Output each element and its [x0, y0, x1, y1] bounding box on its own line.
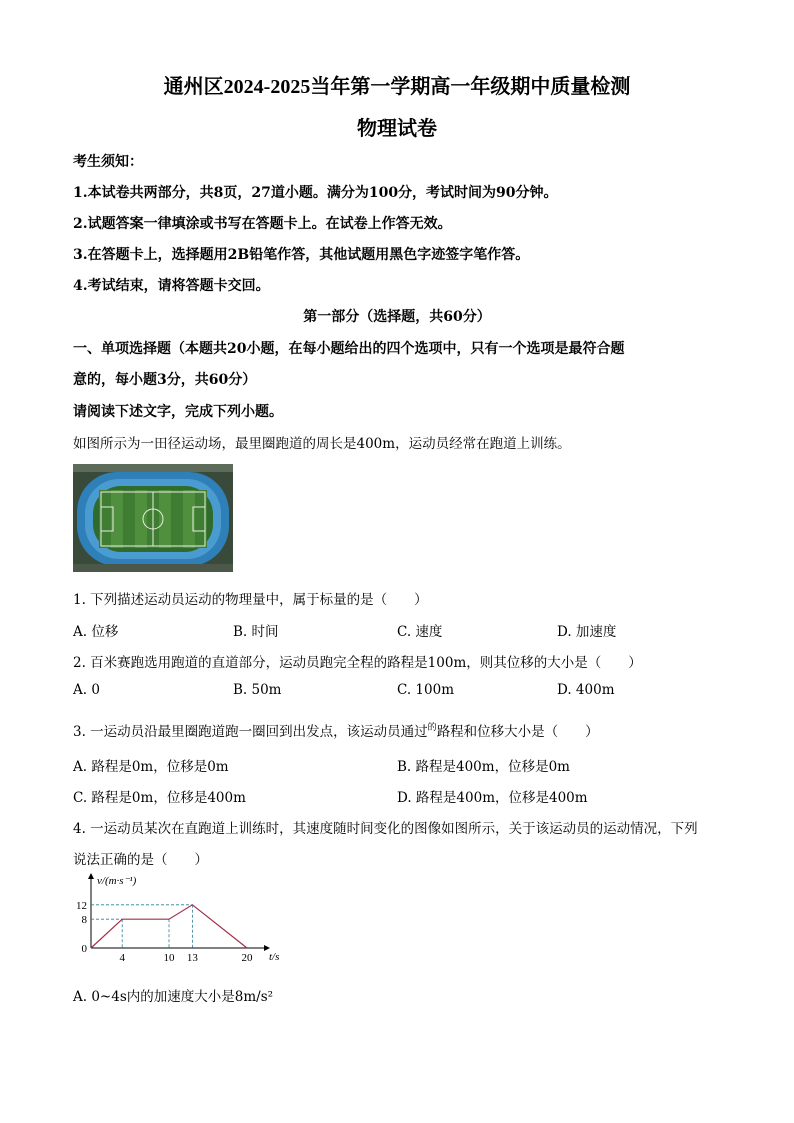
q3-option-d[interactable]: D. 路程是400m，位移是400m: [397, 790, 588, 806]
q1-option-d[interactable]: D. 加速度: [557, 624, 617, 640]
q1-stem: 1. 下列描述运动员运动的物理量中，属于标量的是（ ）: [73, 592, 428, 608]
notice-item-3: 3.在答题卡上，选择题用2B铅笔作答，其他试题用黑色字迹签字笔作答。: [73, 247, 530, 263]
notice-item-4: 4.考试结束，请将答题卡交回。: [73, 278, 270, 294]
q1-option-b[interactable]: B. 时间: [233, 624, 279, 640]
x-tick-label: 4: [119, 952, 125, 964]
y-axis-label: v/(m·s⁻¹): [97, 875, 137, 887]
y-tick-label: 8: [81, 914, 87, 927]
q1-option-c[interactable]: C. 速度: [397, 624, 443, 640]
exam-title: 通州区2024-2025当年第一学期高一年级期中质量检测: [163, 76, 631, 98]
q2-option-d[interactable]: D. 400m: [557, 682, 615, 698]
x-axis-label: t/s: [269, 951, 280, 963]
q4-stem-line1: 4. 一运动员某次在直跑道上训练时，其速度随时间变化的图像如图所示，关于该运动员的运动情况，下列: [73, 821, 698, 837]
q3-stem-sup: 的: [427, 723, 437, 733]
q2-option-c[interactable]: C. 100m: [397, 682, 454, 698]
q3-stem-post: 路程和位移大小是（ ）: [436, 724, 599, 740]
vt-chart: [73, 870, 293, 970]
q3-stem-pre: 3. 一运动员沿最里圈跑道跑一圈回到出发点，该运动员通过: [73, 724, 428, 740]
q2-option-b[interactable]: B. 50m: [233, 682, 282, 698]
q3-option-a[interactable]: A. 路程是0m，位移是0m: [73, 759, 229, 775]
y-tick-label: 12: [76, 899, 87, 912]
exam-subtitle: 物理试卷: [357, 118, 437, 140]
section-heading-line2: 意的，每小题3分，共60分）: [73, 372, 257, 388]
y-tick-label: 0: [81, 943, 87, 955]
section-heading-line1: 一、单项选择题（本题共20小题，在每小题给出的四个选项中，只有一个选项是最符合题: [73, 341, 625, 357]
q2-option-a[interactable]: A. 0: [73, 682, 100, 698]
q4-option-a[interactable]: A. 0~4s内的加速度大小是8m/s²: [73, 989, 274, 1005]
notice-item-2: 2.试题答案一律填涂或书写在答题卡上。在试卷上作答无效。: [73, 216, 452, 232]
x-tick-label: 13: [186, 952, 198, 964]
q3-stem: [73, 720, 599, 740]
q2-stem: 2. 百米赛跑选用跑道的直道部分，运动员跑完全程的路程是100m，则其位移的大小是（ ）: [73, 655, 642, 671]
notice-item-1: 1.本试卷共两部分，共8页，27道小题。满分为100分，考试时间为90分钟。: [73, 185, 558, 201]
x-tick-label: 20: [241, 952, 253, 964]
q3-option-c[interactable]: C. 路程是0m，位移是400m: [73, 790, 246, 806]
passage-text: 如图所示为一田径运动场，最里圈跑道的周长是400m，运动员经常在跑道上训练。: [73, 436, 571, 452]
reading-instruction: 请阅读下述文字，完成下列小题。: [73, 404, 283, 420]
x-tick-label: 10: [163, 952, 175, 964]
q1-option-a[interactable]: A. 位移: [73, 624, 119, 640]
q4-stem-line2: 说法正确的是（ ）: [73, 852, 208, 868]
notice-heading: 考生须知：: [73, 154, 143, 170]
q3-option-b[interactable]: B. 路程是400m，位移是0m: [397, 759, 570, 775]
part1-heading: 第一部分（选择题，共60分）: [303, 309, 491, 325]
stadium-image: [73, 464, 233, 572]
